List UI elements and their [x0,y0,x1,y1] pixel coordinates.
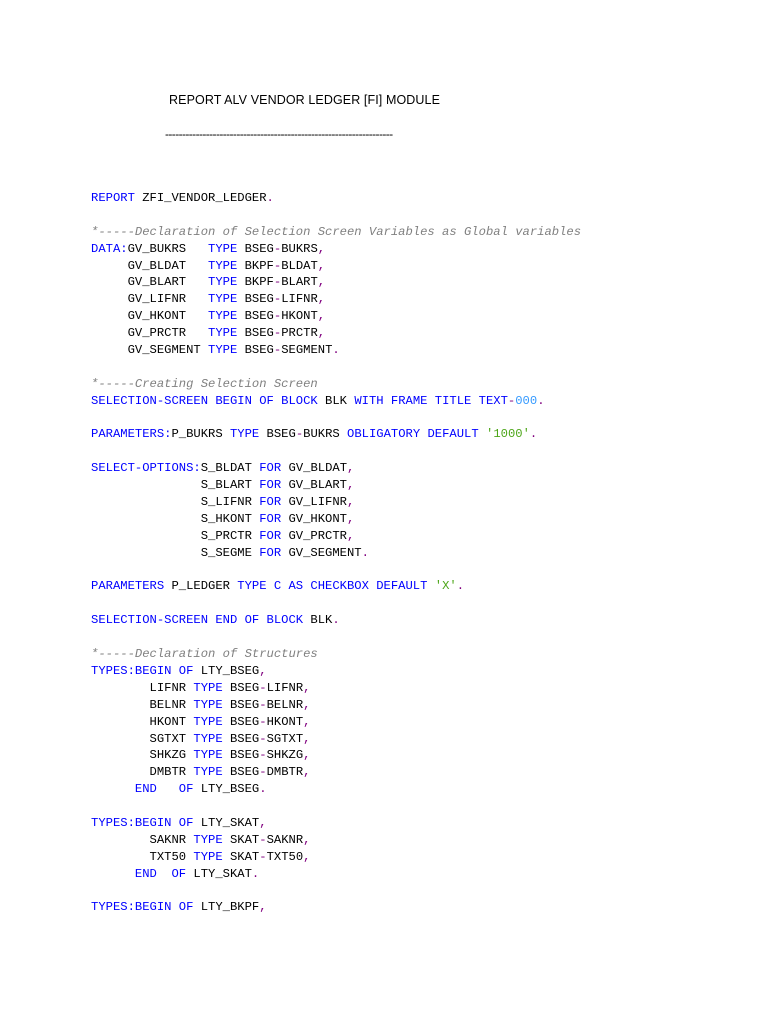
identifier-token: SEGMENT [281,343,333,358]
code-line [91,291,581,308]
identifier-token: P_LEDGER [164,579,238,594]
identifier-token: SKAT [222,832,260,847]
keyword-token: FOR [259,495,282,510]
keyword-token: TYPE [193,714,223,729]
identifier-token: GV_LIFNR [91,292,209,307]
identifier-token: BELNR [91,697,194,712]
identifier-token: GV_BLART [281,478,347,493]
code-line [91,207,581,224]
operator-token: , [347,495,355,510]
operator-token: - [259,832,267,847]
identifier-token: BSEG [259,427,296,442]
identifier-token: BLDAT [281,258,318,273]
code-line [91,308,581,325]
number-literal-token: 000 [515,393,538,408]
identifier-token: BUKRS [303,427,348,442]
operator-token: , [347,478,355,493]
identifier-token [427,579,434,593]
keyword-token: TYPE [208,343,238,358]
string-literal-token: 'X' [434,579,457,594]
identifier-token: TXT50 [266,849,304,864]
code-line [91,629,581,646]
keyword-token: TYPE C AS CHECKBOX DEFAULT [237,579,428,594]
identifier-token: BSEG [222,731,260,746]
identifier-token: SHKZG [266,748,304,763]
title-underline-rule: ------------------------------------------------------------------- [165,127,393,141]
keyword-token: TYPE [193,765,223,780]
code-line [91,494,581,511]
identifier-token: SHKZG [91,748,194,763]
keyword-token: TYPE [193,832,223,847]
identifier-token: S_LIFNR [91,495,260,510]
operator-token: - [259,765,267,780]
code-line [91,426,581,443]
abap-code-listing [91,190,581,916]
keyword-token: OBLIGATORY DEFAULT [347,427,479,442]
operator-token: , [317,292,326,307]
identifier-token: BSEG [237,292,274,307]
operator-token: . [259,782,267,797]
operator-token: . [361,545,369,560]
operator-token: , [317,241,326,256]
identifier-token: GV_PRCTR [91,326,209,341]
code-line [91,899,581,916]
code-line [91,528,581,545]
operator-token: , [259,815,267,830]
keyword-token: TYPE [208,275,238,290]
identifier-token: BUKRS [281,241,318,256]
operator-token: - [259,731,267,746]
operator-token: - [273,326,282,341]
operator-token: - [259,849,267,864]
keyword-token: FOR [259,545,282,560]
code-line [91,764,581,781]
operator-token: . [332,343,340,358]
operator-token: - [259,714,267,729]
identifier-token: S_BLART [91,478,260,493]
keyword-token: TYPE [193,697,223,712]
identifier-token: GV_BLDAT [91,258,209,273]
keyword-token: TYPE [208,241,238,256]
identifier-token: BKPF [237,275,274,290]
code-line [91,241,581,258]
identifier-token: LTY_BKPF [193,900,260,915]
keyword-token: END OF [91,782,194,797]
identifier-token: SAKNR [266,832,304,847]
identifier-token: SGTXT [266,731,304,746]
identifier-token: S_HKONT [91,511,260,526]
identifier-token: GV_BUKRS [127,241,209,256]
keyword-token: TYPE [208,258,238,273]
operator-token: . [266,191,274,205]
operator-token: , [303,697,311,712]
code-line [91,646,581,663]
keyword-token: SELECTION-SCREEN BEGIN OF BLOCK [91,393,318,408]
identifier-token: LIFNR [281,292,318,307]
identifier-token: TXT50 [91,849,194,864]
code-line [91,815,581,832]
operator-token: , [347,461,355,476]
code-line [91,883,581,900]
identifier-token: HKONT [266,714,304,729]
identifier-token: BSEG [222,765,260,780]
identifier-token: HKONT [281,309,318,324]
code-line [91,562,581,579]
code-line [91,731,581,748]
code-line [91,410,581,427]
keyword-token: TYPE [229,427,260,442]
code-line [91,359,581,376]
keyword-token: TYPE [193,748,223,763]
operator-token: - [273,309,282,324]
code-line [91,663,581,680]
comment-token: *-----Declaration of Structures [91,647,318,662]
keyword-token: TYPES:BEGIN OF [91,900,194,915]
keyword-token: SELECTION-SCREEN END OF BLOCK [91,613,304,628]
operator-token: - [273,241,282,256]
operator-token: , [303,832,311,847]
operator-token: , [347,511,355,526]
keyword-token: DATA: [91,241,128,256]
operator-token: , [317,275,326,290]
code-line [91,747,581,764]
keyword-token: FOR [259,478,282,493]
operator-token: . [251,866,260,881]
code-line [91,325,581,342]
keyword-token: REPORT [91,191,135,205]
operator-token: , [259,663,267,678]
code-line [91,714,581,731]
keyword-token: PARAMETERS [91,579,165,594]
keyword-token: TYPES:BEGIN OF [91,815,194,830]
keyword-token: TYPE [208,292,238,307]
code-line [91,781,581,798]
code-line [91,342,581,359]
identifier-token: GV_LIFNR [281,495,347,510]
code-line [91,258,581,275]
identifier-token: S_PRCTR [91,528,260,543]
string-literal-token: '1000' [486,427,530,442]
operator-token: - [295,427,304,442]
operator-token: , [317,258,326,273]
identifier-token: BLK [303,613,333,628]
code-line [91,190,581,207]
identifier-token: LTY_BSEG [193,663,260,678]
code-line [91,376,581,393]
identifier-token: GV_HKONT [91,309,209,324]
operator-token: , [303,765,311,780]
operator-token: - [273,275,282,290]
code-line [91,612,581,629]
operator-token: - [273,343,282,358]
code-line [91,443,581,460]
operator-token: - [259,697,267,712]
identifier-token: GV_BLART [91,275,209,290]
code-line [91,595,581,612]
identifier-token: P_BUKRS [171,427,230,442]
operator-token: , [303,680,311,695]
identifier-token: BKPF [237,258,274,273]
document-title: REPORT ALV VENDOR LEDGER [FI] MODULE [169,93,441,107]
identifier-token: LTY_BSEG [193,782,260,797]
operator-token: - [273,258,282,273]
identifier-token: S_SEGME [91,545,260,560]
code-line [91,460,581,477]
code-line [91,798,581,815]
operator-token: . [537,393,545,408]
identifier-token: BSEG [222,714,260,729]
keyword-token: TYPE [208,309,238,324]
operator-token: , [303,748,311,763]
keyword-token: PARAMETERS: [91,427,172,442]
keyword-token: FOR [259,528,282,543]
code-line [91,224,581,241]
identifier-token: BSEG [237,241,274,256]
identifier-token: PRCTR [281,326,318,341]
code-line [91,274,581,291]
operator-token: - [259,680,267,695]
identifier-token: BSEG [237,309,274,324]
operator-token: , [303,849,311,864]
identifier-token: LIFNR [266,680,304,695]
keyword-token: END OF [91,866,187,881]
identifier-token: SAKNR [91,832,194,847]
code-line [91,849,581,866]
operator-token: - [259,748,267,763]
code-line [91,680,581,697]
identifier-token: GV_SEGMENT [281,545,362,560]
keyword-token: WITH FRAME TITLE TEXT [354,393,508,408]
identifier-token: BLART [281,275,318,290]
keyword-token: FOR [259,511,282,526]
operator-token: - [507,393,516,408]
keyword-token: TYPE [193,680,223,695]
identifier-token: BLK [317,393,355,408]
identifier-token: LTY_SKAT [193,815,260,830]
identifier-token: GV_PRCTR [281,528,347,543]
code-line [91,477,581,494]
identifier-token: BSEG [237,343,274,358]
identifier-token: GV_BLDAT [281,461,348,476]
operator-token: , [347,528,355,543]
operator-token: . [332,613,340,628]
code-line [91,578,581,595]
operator-token: - [273,292,282,307]
operator-token: , [303,731,311,746]
keyword-token: TYPE [193,731,223,746]
identifier-token: SGTXT [91,731,194,746]
operator-token: , [259,900,267,915]
keyword-token: FOR [259,461,282,476]
identifier-token: GV_HKONT [281,511,347,526]
identifier-token: SKAT [222,849,260,864]
comment-token: *-----Declaration of Selection Screen Variables as Global variables [91,224,582,239]
operator-token: , [303,714,311,729]
identifier-token: S_BLDAT [200,461,260,476]
operator-token: , [317,326,326,341]
operator-token: . [529,427,538,442]
identifier-token: ZFI_VENDOR_LEDGER [134,191,267,205]
identifier-token: GV_SEGMENT [91,343,209,358]
operator-token: , [317,309,326,324]
identifier-token: BSEG [237,326,274,341]
identifier-token: HKONT [91,714,194,729]
code-line [91,697,581,714]
identifier-token: DMBTR [91,765,194,780]
code-line [91,511,581,528]
keyword-token: SELECT-OPTIONS: [91,461,201,476]
code-line [91,866,581,883]
identifier-token [479,427,486,441]
identifier-token: DMBTR [266,765,304,780]
identifier-token: BELNR [266,697,304,712]
keyword-token: TYPE [193,849,223,864]
identifier-token: LTY_SKAT [186,866,252,881]
code-line [91,545,581,562]
operator-token: . [456,579,465,594]
identifier-token: BSEG [222,680,260,695]
keyword-token: TYPE [208,326,238,341]
identifier-token: BSEG [222,697,260,712]
comment-token: *-----Creating Selection Screen [91,376,318,391]
keyword-token: TYPES:BEGIN OF [91,663,194,678]
code-line [91,832,581,849]
identifier-token: LIFNR [91,680,194,695]
identifier-token: BSEG [222,748,260,763]
code-line [91,393,581,410]
